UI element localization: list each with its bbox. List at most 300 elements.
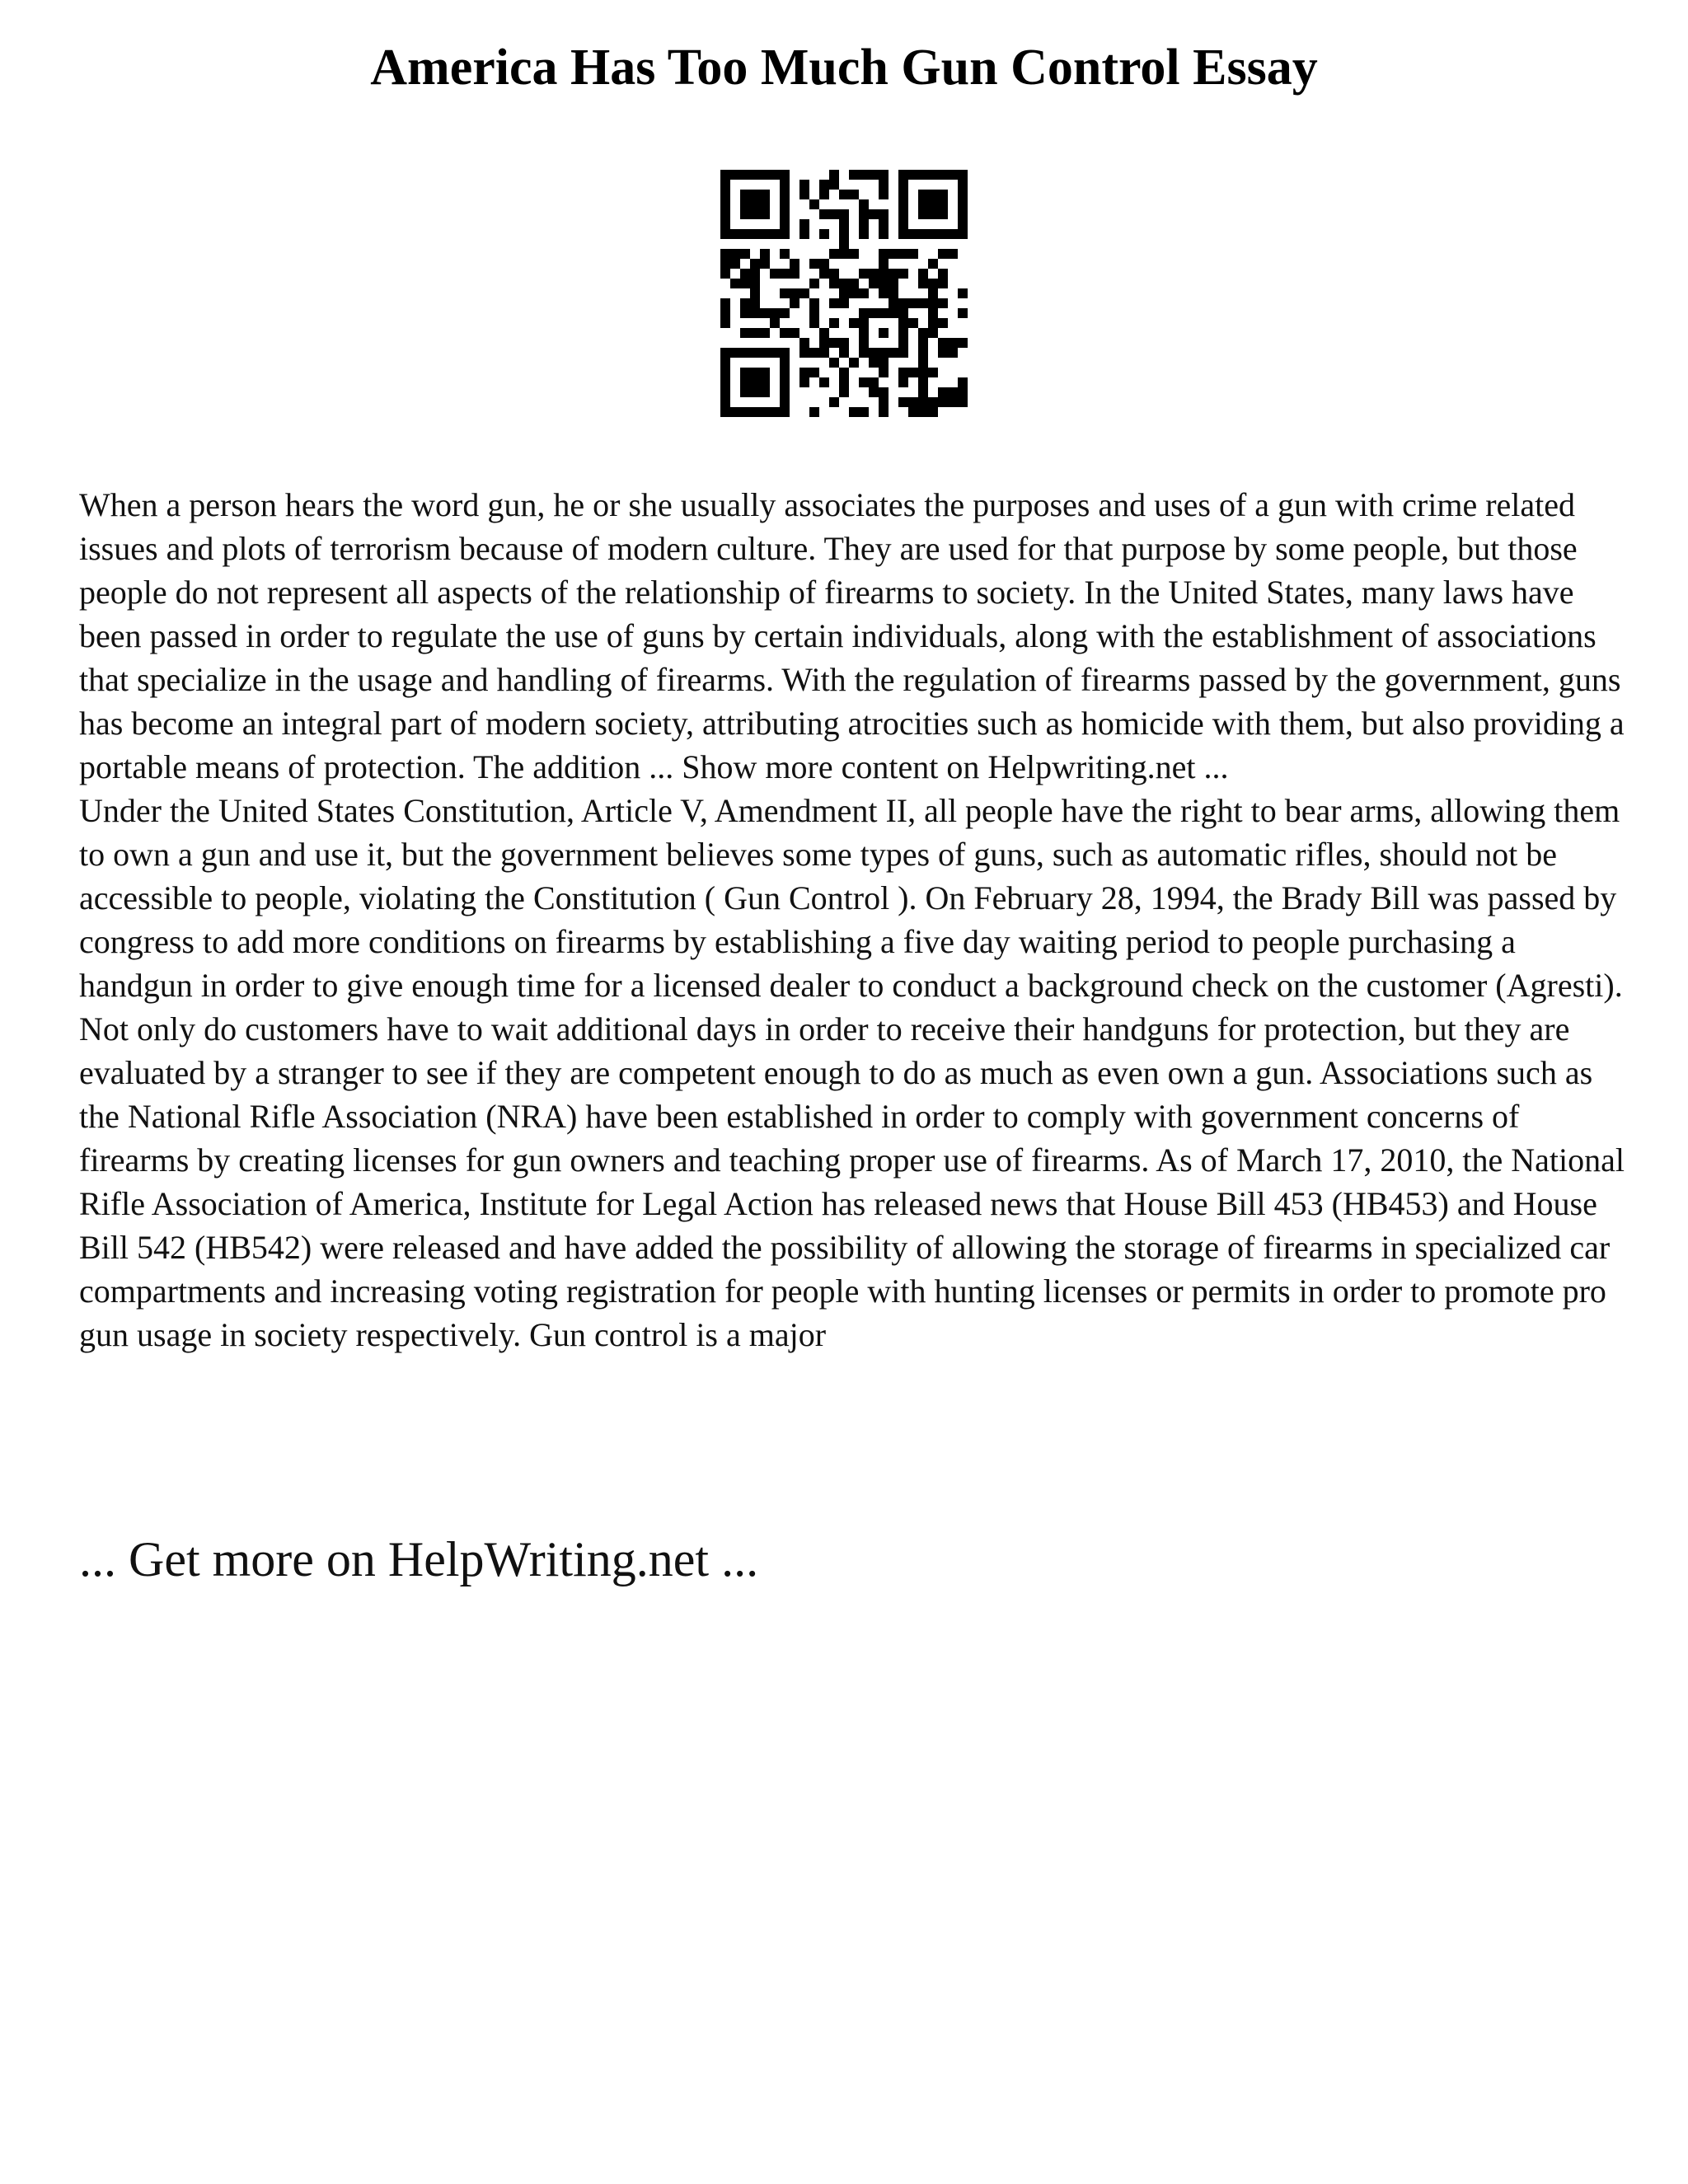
- qr-module: [740, 308, 750, 318]
- qr-module: [948, 170, 958, 180]
- qr-module: [829, 170, 839, 180]
- qr-module: [928, 279, 938, 288]
- qr-module: [819, 348, 829, 358]
- qr-module: [918, 328, 928, 338]
- qr-module: [938, 318, 948, 328]
- qr-module: [958, 338, 968, 348]
- qr-module: [750, 348, 760, 358]
- qr-module: [730, 170, 740, 180]
- qr-module: [908, 170, 918, 180]
- qr-module: [760, 249, 770, 259]
- qr-module: [750, 279, 760, 288]
- qr-module: [720, 219, 730, 229]
- qr-module: [879, 229, 889, 239]
- qr-module: [760, 407, 770, 417]
- qr-module: [799, 338, 809, 348]
- qr-module: [829, 397, 839, 407]
- qr-module: [740, 348, 750, 358]
- essay-paragraph-2: Under the United States Constitution, Article V, Amendment II, all people have the right to bear arms, allowing them to own a gun and use it, but the government believes some types of guns, such as automatic rifles, should not be accessible to people, violating the Constitution ( Gun Control ). On February 28, 1994, the Brady Bill was passed by congress to add more conditions on firearms by establishing a five day waiting period to people purchasing a handgun in order to give enough time for a licensed dealer to conduct a background check on the customer (Agresti). Not only do customers have to wait additional days in order to receive their handguns for protection, but they are evaluated by a stranger to see if they are competent enough to do as much as even own a gun. Associations such as the National Rifle Association (NRA) have been established in order to comply with government concerns of firearms by creating licenses for gun owners and teaching proper use of firearms. As of March 17, 2010, the National Rifle Association of America, Institute for Legal Action has released news that House Bill 453 (HB453) and House Bill 542 (HB542) were released and have added the possibility of allowing the storage of firearms in specialized car compartments and increasing voting registration for people with hunting licenses or permits in order to promote pro gun usage in society respectively. Gun control is a major: [79, 792, 1625, 1353]
- qr-module: [879, 249, 889, 259]
- qr-module: [760, 170, 770, 180]
- essay-body: [79, 483, 1629, 1357]
- qr-module: [898, 368, 908, 377]
- qr-module: [908, 249, 918, 259]
- qr-module: [730, 407, 740, 417]
- qr-module: [780, 368, 790, 377]
- qr-module: [869, 279, 879, 288]
- qr-module: [849, 288, 859, 298]
- qr-module: [750, 387, 760, 397]
- qr-module: [849, 170, 859, 180]
- qr-module: [918, 279, 928, 288]
- qr-module: [740, 249, 750, 259]
- qr-module: [829, 269, 839, 279]
- qr-module: [750, 298, 760, 308]
- qr-module: [879, 190, 889, 199]
- qr-module: [760, 259, 770, 269]
- qr-module: [938, 199, 948, 209]
- qr-module: [898, 219, 908, 229]
- qr-module: [918, 170, 928, 180]
- qr-module: [908, 229, 918, 239]
- qr-module: [849, 407, 859, 417]
- qr-module: [869, 387, 879, 397]
- qr-module: [839, 190, 849, 199]
- qr-module: [790, 269, 799, 279]
- qr-module: [889, 269, 898, 279]
- qr-module: [958, 190, 968, 199]
- qr-module: [938, 209, 948, 219]
- qr-module: [819, 229, 829, 239]
- qr-module: [898, 249, 908, 259]
- qr-module: [809, 368, 819, 377]
- qr-module: [829, 249, 839, 259]
- qr-module: [889, 279, 898, 288]
- qr-module: [740, 279, 750, 288]
- qr-module: [799, 368, 809, 377]
- qr-module: [750, 308, 760, 318]
- qr-module: [859, 209, 869, 219]
- qr-module: [889, 288, 898, 298]
- qr-module: [750, 170, 760, 180]
- qr-module: [938, 387, 948, 397]
- qr-code-icon: [720, 170, 968, 417]
- qr-module: [799, 288, 809, 298]
- qr-module: [849, 318, 859, 328]
- qr-module: [839, 387, 849, 397]
- qr-module: [898, 269, 908, 279]
- qr-module: [770, 348, 780, 358]
- qr-module: [918, 377, 928, 387]
- qr-module: [898, 308, 908, 318]
- qr-module: [780, 387, 790, 397]
- qr-module: [799, 180, 809, 190]
- qr-module: [730, 259, 740, 269]
- qr-module: [879, 348, 889, 358]
- qr-module: [879, 368, 889, 377]
- qr-module: [760, 377, 770, 387]
- qr-module: [948, 348, 958, 358]
- qr-module: [859, 269, 869, 279]
- qr-module: [879, 328, 889, 338]
- qr-module: [928, 170, 938, 180]
- qr-module: [958, 397, 968, 407]
- qr-module: [859, 219, 869, 229]
- qr-module: [879, 279, 889, 288]
- qr-module: [918, 348, 928, 358]
- qr-module: [780, 377, 790, 387]
- qr-module: [849, 279, 859, 288]
- qr-module: [720, 190, 730, 199]
- qr-module: [889, 249, 898, 259]
- qr-module: [849, 249, 859, 259]
- qr-module: [720, 249, 730, 259]
- qr-module: [760, 368, 770, 377]
- qr-module: [958, 308, 968, 318]
- qr-module: [918, 190, 928, 199]
- qr-module: [829, 180, 839, 190]
- qr-module: [859, 199, 869, 209]
- qr-module: [849, 190, 859, 199]
- qr-module: [760, 229, 770, 239]
- qr-module: [879, 387, 889, 397]
- qr-module: [859, 229, 869, 239]
- qr-module: [740, 229, 750, 239]
- qr-module: [790, 298, 799, 308]
- qr-module: [829, 279, 839, 288]
- qr-module: [898, 190, 908, 199]
- qr-module: [958, 387, 968, 397]
- qr-module: [948, 397, 958, 407]
- qr-module: [740, 269, 750, 279]
- qr-module: [819, 377, 829, 387]
- qr-module: [869, 170, 879, 180]
- qr-module: [859, 328, 869, 338]
- qr-module: [908, 318, 918, 328]
- qr-module: [740, 387, 750, 397]
- qr-module: [740, 407, 750, 417]
- qr-module: [898, 209, 908, 219]
- qr-module: [958, 209, 968, 219]
- qr-module: [879, 259, 889, 269]
- qr-module: [879, 180, 889, 190]
- qr-module: [760, 328, 770, 338]
- qr-module: [829, 358, 839, 368]
- qr-module: [958, 180, 968, 190]
- qr-module: [879, 288, 889, 298]
- qr-module: [770, 269, 780, 279]
- qr-module: [869, 348, 879, 358]
- qr-module: [928, 397, 938, 407]
- qr-module: [740, 298, 750, 308]
- qr-module: [720, 180, 730, 190]
- qr-module: [780, 348, 790, 358]
- qr-module: [720, 170, 730, 180]
- qr-module: [938, 348, 948, 358]
- qr-module: [790, 288, 799, 298]
- qr-module: [750, 328, 760, 338]
- qr-module: [869, 358, 879, 368]
- qr-module: [740, 377, 750, 387]
- qr-module: [928, 407, 938, 417]
- qr-module: [780, 358, 790, 368]
- qr-module: [720, 397, 730, 407]
- qr-module: [750, 269, 760, 279]
- qr-module: [780, 288, 790, 298]
- qr-module: [720, 377, 730, 387]
- qr-module: [720, 348, 730, 358]
- page-title: America Has Too Much Gun Control Essay: [370, 40, 1318, 96]
- qr-module: [760, 199, 770, 209]
- qr-module: [720, 387, 730, 397]
- qr-module: [809, 407, 819, 417]
- qr-module: [809, 308, 819, 318]
- qr-module: [829, 298, 839, 308]
- qr-module: [839, 368, 849, 377]
- qr-module: [780, 308, 790, 318]
- qr-module: [958, 377, 968, 387]
- qr-module: [879, 358, 889, 368]
- qr-module: [898, 397, 908, 407]
- qr-module: [819, 328, 829, 338]
- qr-module: [740, 328, 750, 338]
- qr-module: [750, 288, 760, 298]
- essay-paragraph-1: When a person hears the word gun, he or she usually associates the purposes and uses of a gun with crime related issues and plots of terrorism because of modern culture. They are used for that purpose by some people, but those people do not represent all aspects of the relationship of firearms to society. In the United States, many laws have been passed in order to regulate the use of guns by certain individuals, along with the establishment of associations that specialize in the usage and handling of firearms. With the regulation of firearms passed by the government, guns has become an integral part of modern society, attributing atrocities such as homicide with them, but also providing a portable means of protection. The addition ... Show more content on Helpwriting.net ...: [79, 486, 1625, 785]
- qr-module: [918, 338, 928, 348]
- qr-module: [750, 368, 760, 377]
- qr-module: [819, 180, 829, 190]
- qr-module: [740, 190, 750, 199]
- qr-module: [839, 229, 849, 239]
- qr-module: [859, 288, 869, 298]
- qr-module: [720, 209, 730, 219]
- qr-module: [770, 308, 780, 318]
- qr-module: [839, 377, 849, 387]
- qr-module: [750, 209, 760, 219]
- qr-module: [780, 209, 790, 219]
- qr-module: [948, 387, 958, 397]
- qr-module: [780, 190, 790, 199]
- qr-module: [948, 249, 958, 259]
- qr-module: [809, 298, 819, 308]
- qr-module: [908, 407, 918, 417]
- qr-module: [918, 209, 928, 219]
- qr-module: [928, 209, 938, 219]
- qr-module: [879, 269, 889, 279]
- qr-module: [720, 358, 730, 368]
- qr-module: [898, 377, 908, 387]
- qr-module: [720, 229, 730, 239]
- qr-module: [948, 338, 958, 348]
- qr-module: [918, 387, 928, 397]
- qr-module: [918, 269, 928, 279]
- qr-module: [720, 298, 730, 308]
- qr-module: [889, 298, 898, 308]
- qr-module: [720, 318, 730, 328]
- qr-module: [780, 397, 790, 407]
- qr-module: [898, 328, 908, 338]
- qr-module: [809, 279, 819, 288]
- qr-module: [750, 190, 760, 199]
- qr-module: [908, 298, 918, 308]
- qr-module: [928, 288, 938, 298]
- qr-module: [928, 318, 938, 328]
- qr-module: [730, 229, 740, 239]
- qr-module: [898, 229, 908, 239]
- qr-module: [918, 368, 928, 377]
- qr-module: [720, 407, 730, 417]
- qr-module: [898, 199, 908, 209]
- qr-module: [869, 209, 879, 219]
- qr-module: [839, 209, 849, 219]
- qr-module: [829, 338, 839, 348]
- qr-module: [938, 298, 948, 308]
- qr-module: [760, 348, 770, 358]
- qr-module: [918, 397, 928, 407]
- qr-module: [879, 407, 889, 417]
- qr-module: [790, 259, 799, 269]
- qr-module: [908, 397, 918, 407]
- qr-module: [819, 338, 829, 348]
- qr-module: [740, 368, 750, 377]
- qr-module: [918, 229, 928, 239]
- qr-module: [898, 318, 908, 328]
- get-more-link[interactable]: ... Get more on HelpWriting.net ...: [79, 1532, 759, 1586]
- qr-module: [879, 397, 889, 407]
- qr-module: [918, 358, 928, 368]
- qr-module: [750, 199, 760, 209]
- qr-module: [740, 199, 750, 209]
- qr-module: [859, 170, 869, 180]
- qr-module: [780, 229, 790, 239]
- qr-module: [938, 190, 948, 199]
- qr-module: [799, 377, 809, 387]
- qr-module: [938, 170, 948, 180]
- qr-module: [809, 348, 819, 358]
- qr-module: [819, 259, 829, 269]
- qr-module: [879, 308, 889, 318]
- qr-module: [780, 219, 790, 229]
- qr-module: [898, 180, 908, 190]
- qr-module: [730, 249, 740, 259]
- qr-module: [928, 298, 938, 308]
- qr-module: [928, 368, 938, 377]
- qr-module: [770, 229, 780, 239]
- qr-module: [918, 199, 928, 209]
- qr-module: [938, 279, 948, 288]
- qr-module: [889, 308, 898, 318]
- qr-module: [869, 269, 879, 279]
- qr-module: [750, 377, 760, 387]
- qr-module: [720, 368, 730, 377]
- qr-module: [928, 308, 938, 318]
- qr-module: [720, 259, 730, 269]
- qr-module: [869, 308, 879, 318]
- qr-module: [938, 397, 948, 407]
- qr-module: [898, 348, 908, 358]
- qr-module: [879, 219, 889, 229]
- qr-module: [928, 190, 938, 199]
- qr-module: [809, 199, 819, 209]
- qr-module: [829, 209, 839, 219]
- qr-module: [829, 318, 839, 328]
- qr-module: [730, 348, 740, 358]
- qr-module: [928, 259, 938, 269]
- qr-module: [859, 308, 869, 318]
- qr-module: [799, 190, 809, 199]
- qr-module: [839, 249, 849, 259]
- qr-module: [760, 308, 770, 318]
- qr-module: [958, 288, 968, 298]
- qr-module: [770, 170, 780, 180]
- qr-module: [859, 348, 869, 358]
- qr-module: [839, 338, 849, 348]
- qr-module: [750, 229, 760, 239]
- qr-module: [928, 229, 938, 239]
- qr-module: [839, 219, 849, 229]
- qr-module: [770, 407, 780, 417]
- qr-module: [869, 377, 879, 387]
- qr-module: [720, 199, 730, 209]
- qr-module: [879, 170, 889, 180]
- qr-module: [780, 328, 790, 338]
- qr-module: [790, 328, 799, 338]
- qr-module: [938, 269, 948, 279]
- qr-module: [849, 358, 859, 368]
- qr-module: [839, 298, 849, 308]
- qr-module: [839, 288, 849, 298]
- qr-module: [928, 199, 938, 209]
- qr-module: [938, 249, 948, 259]
- qr-module: [809, 259, 819, 269]
- qr-module: [839, 239, 849, 249]
- qr-module: [760, 209, 770, 219]
- qr-module: [938, 338, 948, 348]
- qr-module: [740, 209, 750, 219]
- qr-module: [889, 348, 898, 358]
- qr-module: [780, 269, 790, 279]
- qr-module: [898, 338, 908, 348]
- qr-module: [780, 249, 790, 259]
- qr-module: [780, 199, 790, 209]
- qr-module: [720, 308, 730, 318]
- qr-module: [859, 377, 869, 387]
- qr-module: [859, 318, 869, 328]
- qr-module: [898, 170, 908, 180]
- qr-module: [879, 209, 889, 219]
- qr-module: [958, 219, 968, 229]
- qr-module: [859, 338, 869, 348]
- qr-module: [918, 407, 928, 417]
- qr-module: [839, 348, 849, 358]
- qr-module: [928, 328, 938, 338]
- qr-module: [908, 368, 918, 377]
- qr-module: [799, 219, 809, 229]
- qr-module: [780, 407, 790, 417]
- qr-module: [760, 190, 770, 199]
- qr-module: [799, 348, 809, 358]
- qr-module: [948, 229, 958, 239]
- qr-module: [958, 170, 968, 180]
- qr-module: [839, 279, 849, 288]
- qr-module: [720, 269, 730, 279]
- qr-module: [750, 407, 760, 417]
- qr-module: [780, 170, 790, 180]
- qr-module: [740, 170, 750, 180]
- qr-module: [780, 180, 790, 190]
- qr-module: [760, 387, 770, 397]
- qr-module: [809, 318, 819, 328]
